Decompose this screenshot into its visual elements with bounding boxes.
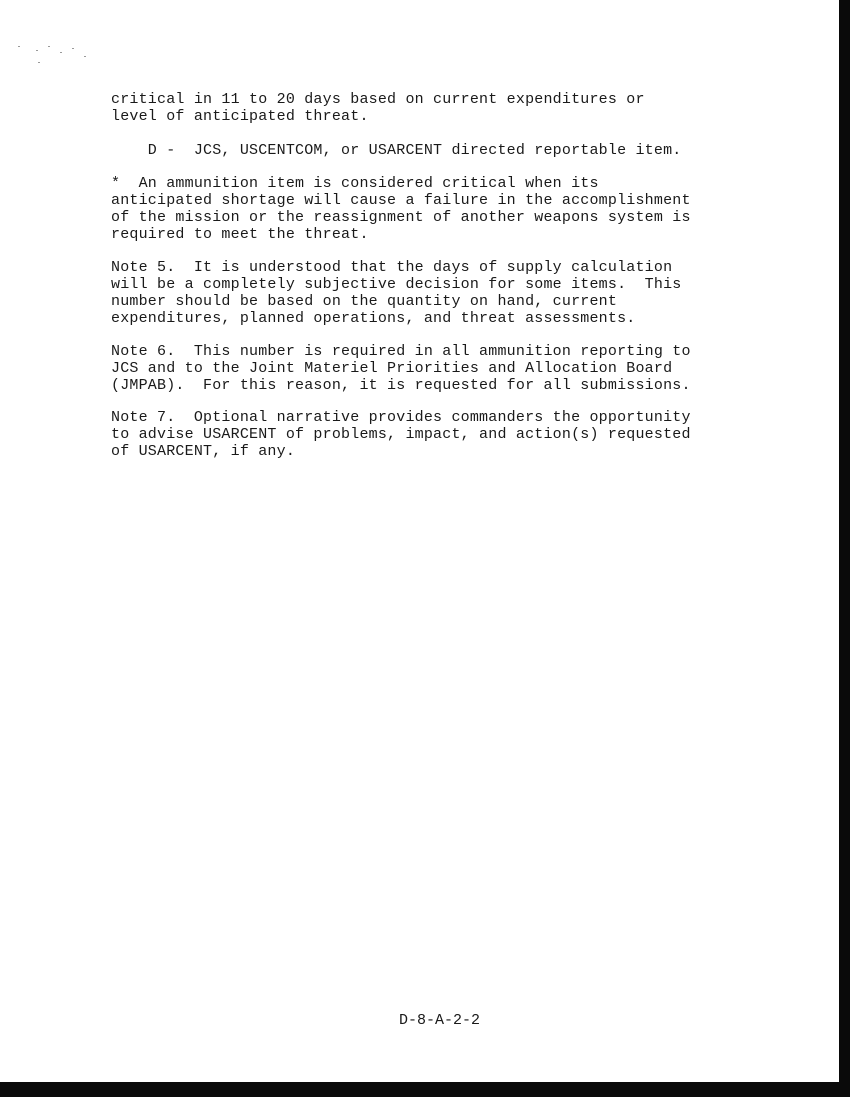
page-number: D-8-A-2-2 (399, 1012, 481, 1029)
paragraph-code-d: D - JCS, USCENTCOM, or USARCENT directed reportable item. (111, 142, 682, 159)
scan-speck (36, 50, 38, 51)
scan-speck (38, 62, 40, 63)
scan-speck (18, 46, 20, 47)
scan-edge-bottom (0, 1082, 850, 1097)
scan-speck (60, 52, 62, 53)
paragraph-critical-continuation: critical in 11 to 20 days based on current expenditures or level of anticipated threat. (111, 91, 645, 125)
paragraph-note-5: Note 5. It is understood that the days of supply calculation will be a completely subjective decision for some items. This number should be based on the quantity on hand, current expenditures, planned operations, and threat assessments. (111, 259, 682, 327)
paragraph-critical-definition: * An ammunition item is considered critical when its anticipated shortage will cause a failure in the accomplishment of the mission or the reassignment of another weapons system is required to meet the threat. (111, 175, 691, 243)
scan-speck (72, 48, 74, 49)
scan-specks (14, 42, 94, 66)
scan-speck (84, 56, 86, 57)
scan-speck (48, 46, 50, 47)
paragraph-note-6: Note 6. This number is required in all ammunition reporting to JCS and to the Joint Materiel Priorities and Allocation Board (JMPAB). For this reason, it is requested for all submissions. (111, 343, 691, 394)
scan-edge-right (839, 0, 850, 1097)
paragraph-note-7: Note 7. Optional narrative provides commanders the opportunity to advise USARCENT of problems, impact, and action(s) requested of USARCENT, if any. (111, 409, 691, 460)
